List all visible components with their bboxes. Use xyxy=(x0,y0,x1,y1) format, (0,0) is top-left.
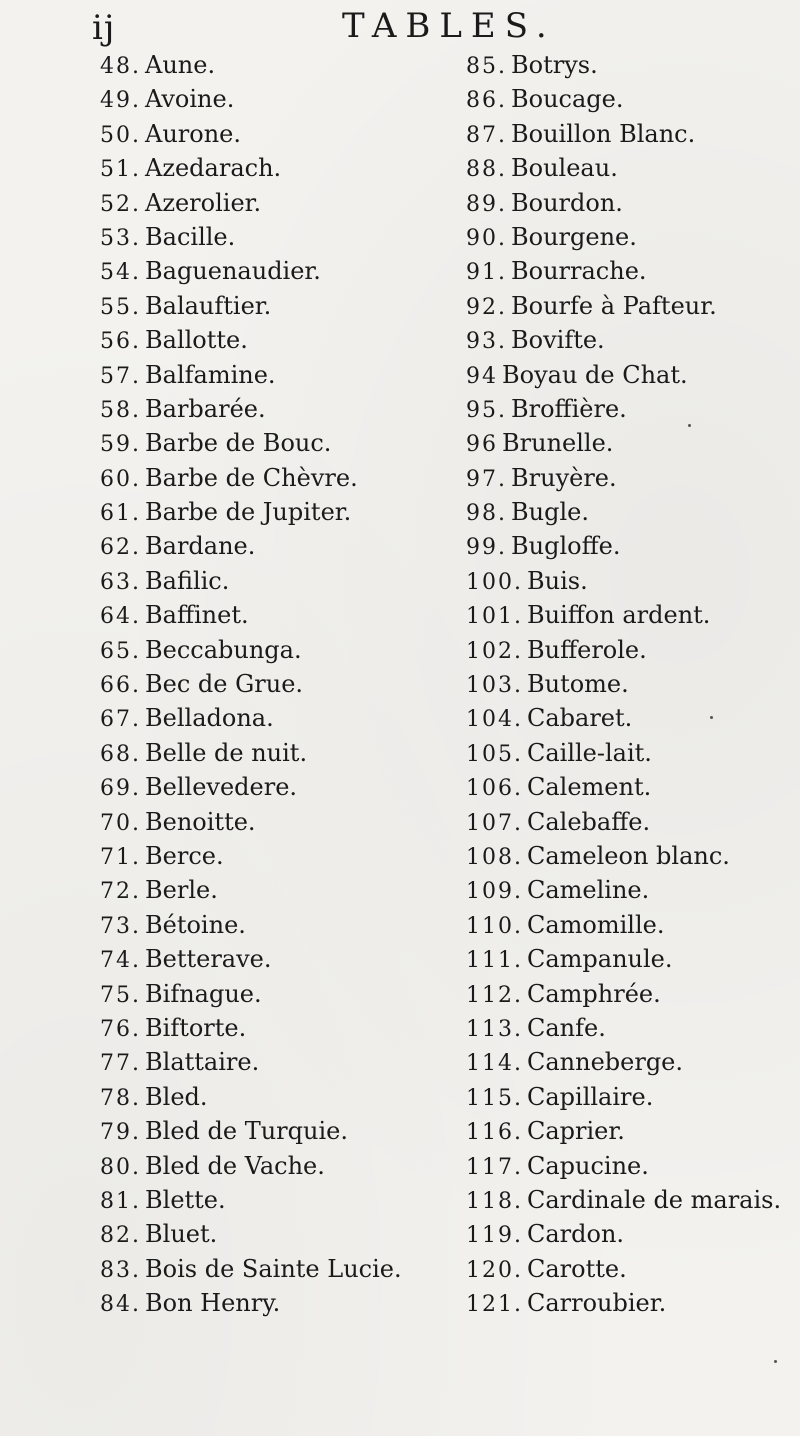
index-entry xyxy=(100,770,470,804)
entry-number: 92. xyxy=(466,294,507,320)
entry-plant-name: Bafilic. xyxy=(145,566,230,595)
entry-number: 88. xyxy=(466,157,507,183)
index-entry xyxy=(466,220,800,254)
entry-plant-name: Cardinale de marais. xyxy=(526,1185,782,1214)
entry-plant-name: Bourgene. xyxy=(511,222,637,251)
index-entry xyxy=(100,82,470,116)
entry-number: 94 xyxy=(466,363,498,389)
entry-plant-name: Bétoine. xyxy=(145,910,246,939)
index-entry xyxy=(466,151,800,185)
index-entry xyxy=(466,1286,800,1320)
index-entry xyxy=(466,323,800,357)
entry-plant-name: Avoine. xyxy=(145,85,235,114)
entry-plant-name: Blette. xyxy=(145,1185,226,1214)
index-entry xyxy=(100,254,470,288)
index-entry xyxy=(466,598,800,632)
index-entry xyxy=(100,805,470,839)
ink-speck xyxy=(710,716,713,719)
entry-plant-name: Barbe de Chèvre. xyxy=(145,463,358,492)
entry-number: 96 xyxy=(466,432,498,458)
entry-plant-name: Bovifte. xyxy=(511,326,605,355)
entry-plant-name: Campanule. xyxy=(526,945,673,974)
index-entry xyxy=(466,426,800,460)
entry-number: 64. xyxy=(100,604,141,630)
entry-number: 91. xyxy=(466,260,507,286)
page-number: ij xyxy=(92,8,116,48)
entry-plant-name: Bluet. xyxy=(145,1220,218,1249)
entry-plant-name: Azedarach. xyxy=(145,154,282,183)
entry-number: 106. xyxy=(466,776,523,802)
entry-plant-name: Bled. xyxy=(145,1082,208,1111)
entry-number: 103. xyxy=(466,673,523,699)
entry-number: 107. xyxy=(466,810,523,836)
entry-number: 80. xyxy=(100,1154,141,1180)
entry-number: 77. xyxy=(100,1051,141,1077)
entry-plant-name: Bacille. xyxy=(145,222,236,251)
index-entry xyxy=(466,1114,800,1148)
entry-number: 54. xyxy=(100,260,141,286)
entry-plant-name: Canfe. xyxy=(526,1013,606,1042)
entry-plant-name: Bled de Vache. xyxy=(145,1151,325,1180)
entry-number: 71. xyxy=(100,844,141,870)
entry-plant-name: Barbe de Bouc. xyxy=(145,429,332,458)
entry-plant-name: Bifnague. xyxy=(145,979,262,1008)
entry-number: 104. xyxy=(466,707,523,733)
index-entry xyxy=(100,495,470,529)
index-entry xyxy=(466,805,800,839)
entry-plant-name: Beccabunga. xyxy=(145,635,302,664)
index-entry xyxy=(100,1183,470,1217)
entry-plant-name: Balfamine. xyxy=(145,360,276,389)
ink-speck xyxy=(774,1360,777,1363)
entry-plant-name: Bec de Grue. xyxy=(145,670,304,699)
entry-plant-name: Bruyère. xyxy=(511,463,617,492)
entry-number: 84. xyxy=(100,1292,141,1318)
index-entry xyxy=(466,1217,800,1251)
index-entry xyxy=(100,392,470,426)
index-entry xyxy=(100,1217,470,1251)
ink-speck xyxy=(688,424,691,427)
entry-number: 112. xyxy=(466,982,523,1008)
entry-number: 59. xyxy=(100,432,141,458)
index-entry xyxy=(100,151,470,185)
entry-number: 73. xyxy=(100,913,141,939)
entry-plant-name: Boucage. xyxy=(511,85,624,114)
entry-plant-name: Calebaffe. xyxy=(526,807,651,836)
entry-plant-name: Buis. xyxy=(526,566,588,595)
index-entry xyxy=(466,839,800,873)
index-entry xyxy=(100,48,470,82)
entry-plant-name: Botrys. xyxy=(511,51,598,79)
entry-number: 85. xyxy=(466,54,507,79)
entry-plant-name: Barbarée. xyxy=(145,394,266,423)
entry-number: 108. xyxy=(466,844,523,870)
entry-plant-name: Caprier. xyxy=(526,1117,625,1146)
index-entry xyxy=(100,1149,470,1183)
index-entry xyxy=(466,633,800,667)
entry-plant-name: Bouillon Blanc. xyxy=(511,119,696,148)
entry-plant-name: Butome. xyxy=(526,670,629,699)
index-entry xyxy=(100,633,470,667)
index-entry xyxy=(466,289,800,323)
entry-number: 63. xyxy=(100,569,141,595)
entry-number: 56. xyxy=(100,329,141,355)
entry-plant-name: Ballotte. xyxy=(145,326,248,355)
index-entry xyxy=(466,1045,800,1079)
entry-plant-name: Cameleon blanc. xyxy=(526,841,730,870)
index-entry xyxy=(466,701,800,735)
entry-number: 49. xyxy=(100,88,141,114)
index-entry xyxy=(100,701,470,735)
index-entry xyxy=(466,82,800,116)
entry-plant-name: Bugle. xyxy=(511,498,589,527)
entry-number: 99. xyxy=(466,535,507,561)
entry-number: 90. xyxy=(466,225,507,251)
index-entry xyxy=(100,942,470,976)
index-entry xyxy=(100,461,470,495)
entry-number: 67. xyxy=(100,707,141,733)
entry-number: 76. xyxy=(100,1016,141,1042)
entry-number: 100. xyxy=(466,569,523,595)
entry-plant-name: Bourrache. xyxy=(511,257,647,286)
entry-number: 72. xyxy=(100,879,141,905)
entry-number: 110. xyxy=(466,913,523,939)
index-entry xyxy=(466,392,800,426)
index-entry xyxy=(466,908,800,942)
entry-number: 113. xyxy=(466,1016,523,1042)
entry-number: 69. xyxy=(100,776,141,802)
entry-number: 116. xyxy=(466,1120,523,1146)
entry-plant-name: Bardane. xyxy=(145,532,256,561)
entry-plant-name: Camomille. xyxy=(526,910,665,939)
index-entry xyxy=(466,1149,800,1183)
entry-number: 61. xyxy=(100,501,141,527)
index-entry xyxy=(100,564,470,598)
entry-plant-name: Cabaret. xyxy=(526,704,633,733)
entry-plant-name: Bellevedere. xyxy=(145,773,298,802)
entry-number: 55. xyxy=(100,294,141,320)
entry-plant-name: Bon Henry. xyxy=(145,1289,281,1318)
entry-number: 89. xyxy=(466,191,507,217)
index-entry xyxy=(466,358,800,392)
entry-number: 115. xyxy=(466,1085,523,1111)
index-entry xyxy=(100,117,470,151)
entry-plant-name: Bois de Sainte Lucie. xyxy=(145,1254,402,1283)
index-entry xyxy=(466,942,800,976)
index-column-left xyxy=(100,48,470,1320)
index-entry xyxy=(100,1080,470,1114)
index-entry xyxy=(100,736,470,770)
index-entry xyxy=(100,323,470,357)
entry-plant-name: Boyau de Chat. xyxy=(502,360,688,389)
entry-plant-name: Buiffon ardent. xyxy=(526,601,711,630)
index-entry xyxy=(100,1045,470,1079)
entry-plant-name: Berce. xyxy=(145,841,224,870)
entry-plant-name: Berle. xyxy=(145,876,218,905)
entry-plant-name: Blattaire. xyxy=(145,1048,260,1077)
entry-plant-name: Caille-lait. xyxy=(526,738,652,767)
entry-plant-name: Bugloffe. xyxy=(511,532,621,561)
entry-plant-name: Bouleau. xyxy=(511,154,618,183)
index-entry xyxy=(100,358,470,392)
entry-number: 87. xyxy=(466,122,507,148)
index-entry xyxy=(466,736,800,770)
entry-number: 119. xyxy=(466,1223,523,1249)
entry-number: 79. xyxy=(100,1120,141,1146)
entry-number: 101. xyxy=(466,604,523,630)
entry-plant-name: Betterave. xyxy=(145,945,272,974)
entry-number: 121. xyxy=(466,1292,523,1318)
entry-number: 62. xyxy=(100,535,141,561)
entry-plant-name: Balauftier. xyxy=(145,291,272,320)
entry-plant-name: Cardon. xyxy=(526,1220,625,1249)
entry-number: 66. xyxy=(100,673,141,699)
entry-number: 118. xyxy=(466,1188,523,1214)
entry-number: 75. xyxy=(100,982,141,1008)
index-entry xyxy=(100,1011,470,1045)
entry-plant-name: Belle de nuit. xyxy=(145,738,308,767)
index-entry xyxy=(466,117,800,151)
index-entry xyxy=(466,1252,800,1286)
index-entry xyxy=(466,461,800,495)
index-entry xyxy=(466,48,800,82)
index-entry xyxy=(466,770,800,804)
entry-plant-name: Broffière. xyxy=(511,394,627,423)
index-entry xyxy=(466,1080,800,1114)
index-entry xyxy=(100,977,470,1011)
entry-plant-name: Carotte. xyxy=(526,1254,627,1283)
index-entry xyxy=(100,289,470,323)
entry-number: 52. xyxy=(100,191,141,217)
index-entry xyxy=(100,186,470,220)
index-entry xyxy=(100,598,470,632)
entry-plant-name: Bourfe à Pafteur. xyxy=(511,291,717,320)
entry-plant-name: Cameline. xyxy=(526,876,650,905)
index-column-right xyxy=(466,48,800,1320)
entry-plant-name: Bled de Turquie. xyxy=(145,1117,348,1146)
index-entry xyxy=(466,564,800,598)
index-entry xyxy=(100,220,470,254)
entry-plant-name: Calement. xyxy=(526,773,652,802)
index-entry xyxy=(466,254,800,288)
page-title: TABLES. xyxy=(342,6,556,46)
index-entry xyxy=(100,529,470,563)
entry-number: 95. xyxy=(466,397,507,423)
entry-number: 53. xyxy=(100,225,141,251)
entry-number: 78. xyxy=(100,1085,141,1111)
entry-number: 120. xyxy=(466,1257,523,1283)
index-entry xyxy=(466,1011,800,1045)
index-entry xyxy=(100,426,470,460)
entry-number: 86. xyxy=(466,88,507,114)
entry-number: 48. xyxy=(100,54,141,79)
entry-number: 117. xyxy=(466,1154,523,1180)
index-entry xyxy=(100,667,470,701)
entry-number: 93. xyxy=(466,329,507,355)
index-entry xyxy=(466,977,800,1011)
entry-number: 114. xyxy=(466,1051,523,1077)
entry-plant-name: Carroubier. xyxy=(526,1289,667,1318)
entry-number: 50. xyxy=(100,122,141,148)
entry-plant-name: Brunelle. xyxy=(502,429,614,458)
entry-number: 74. xyxy=(100,948,141,974)
entry-number: 65. xyxy=(100,638,141,664)
index-entry xyxy=(100,873,470,907)
index-entry xyxy=(466,873,800,907)
index-entry xyxy=(100,1114,470,1148)
entry-plant-name: Capillaire. xyxy=(526,1082,654,1111)
entry-number: 109. xyxy=(466,879,523,905)
index-entry xyxy=(100,1252,470,1286)
entry-plant-name: Biftorte. xyxy=(145,1013,247,1042)
entry-plant-name: Barbe de Jupiter. xyxy=(145,498,352,527)
entry-plant-name: Aurone. xyxy=(145,119,241,148)
entry-number: 82. xyxy=(100,1223,141,1249)
entry-number: 57. xyxy=(100,363,141,389)
entry-number: 111. xyxy=(466,948,523,974)
entry-number: 60. xyxy=(100,466,141,492)
index-entry xyxy=(100,908,470,942)
entry-plant-name: Camphrée. xyxy=(526,979,661,1008)
entry-number: 102. xyxy=(466,638,523,664)
index-entry xyxy=(466,667,800,701)
index-entry xyxy=(466,529,800,563)
entry-plant-name: Azerolier. xyxy=(145,188,262,217)
entry-number: 97. xyxy=(466,466,507,492)
entry-plant-name: Benoitte. xyxy=(145,807,256,836)
entry-plant-name: Bufferole. xyxy=(526,635,647,664)
entry-number: 105. xyxy=(466,741,523,767)
index-entry xyxy=(100,1286,470,1320)
entry-number: 81. xyxy=(100,1188,141,1214)
entry-number: 83. xyxy=(100,1257,141,1283)
index-entry xyxy=(466,186,800,220)
entry-number: 51. xyxy=(100,157,141,183)
entry-plant-name: Bourdon. xyxy=(511,188,623,217)
entry-plant-name: Aune. xyxy=(145,51,216,79)
entry-plant-name: Canneberge. xyxy=(526,1048,684,1077)
index-entry xyxy=(466,495,800,529)
entry-number: 98. xyxy=(466,501,507,527)
entry-number: 70. xyxy=(100,810,141,836)
entry-number: 58. xyxy=(100,397,141,423)
entry-plant-name: Belladona. xyxy=(145,704,274,733)
index-entry xyxy=(466,1183,800,1217)
entry-number: 68. xyxy=(100,741,141,767)
entry-plant-name: Baffinet. xyxy=(145,601,249,630)
entry-plant-name: Capucine. xyxy=(526,1151,649,1180)
index-entry xyxy=(100,839,470,873)
entry-plant-name: Baguenaudier. xyxy=(145,257,321,286)
